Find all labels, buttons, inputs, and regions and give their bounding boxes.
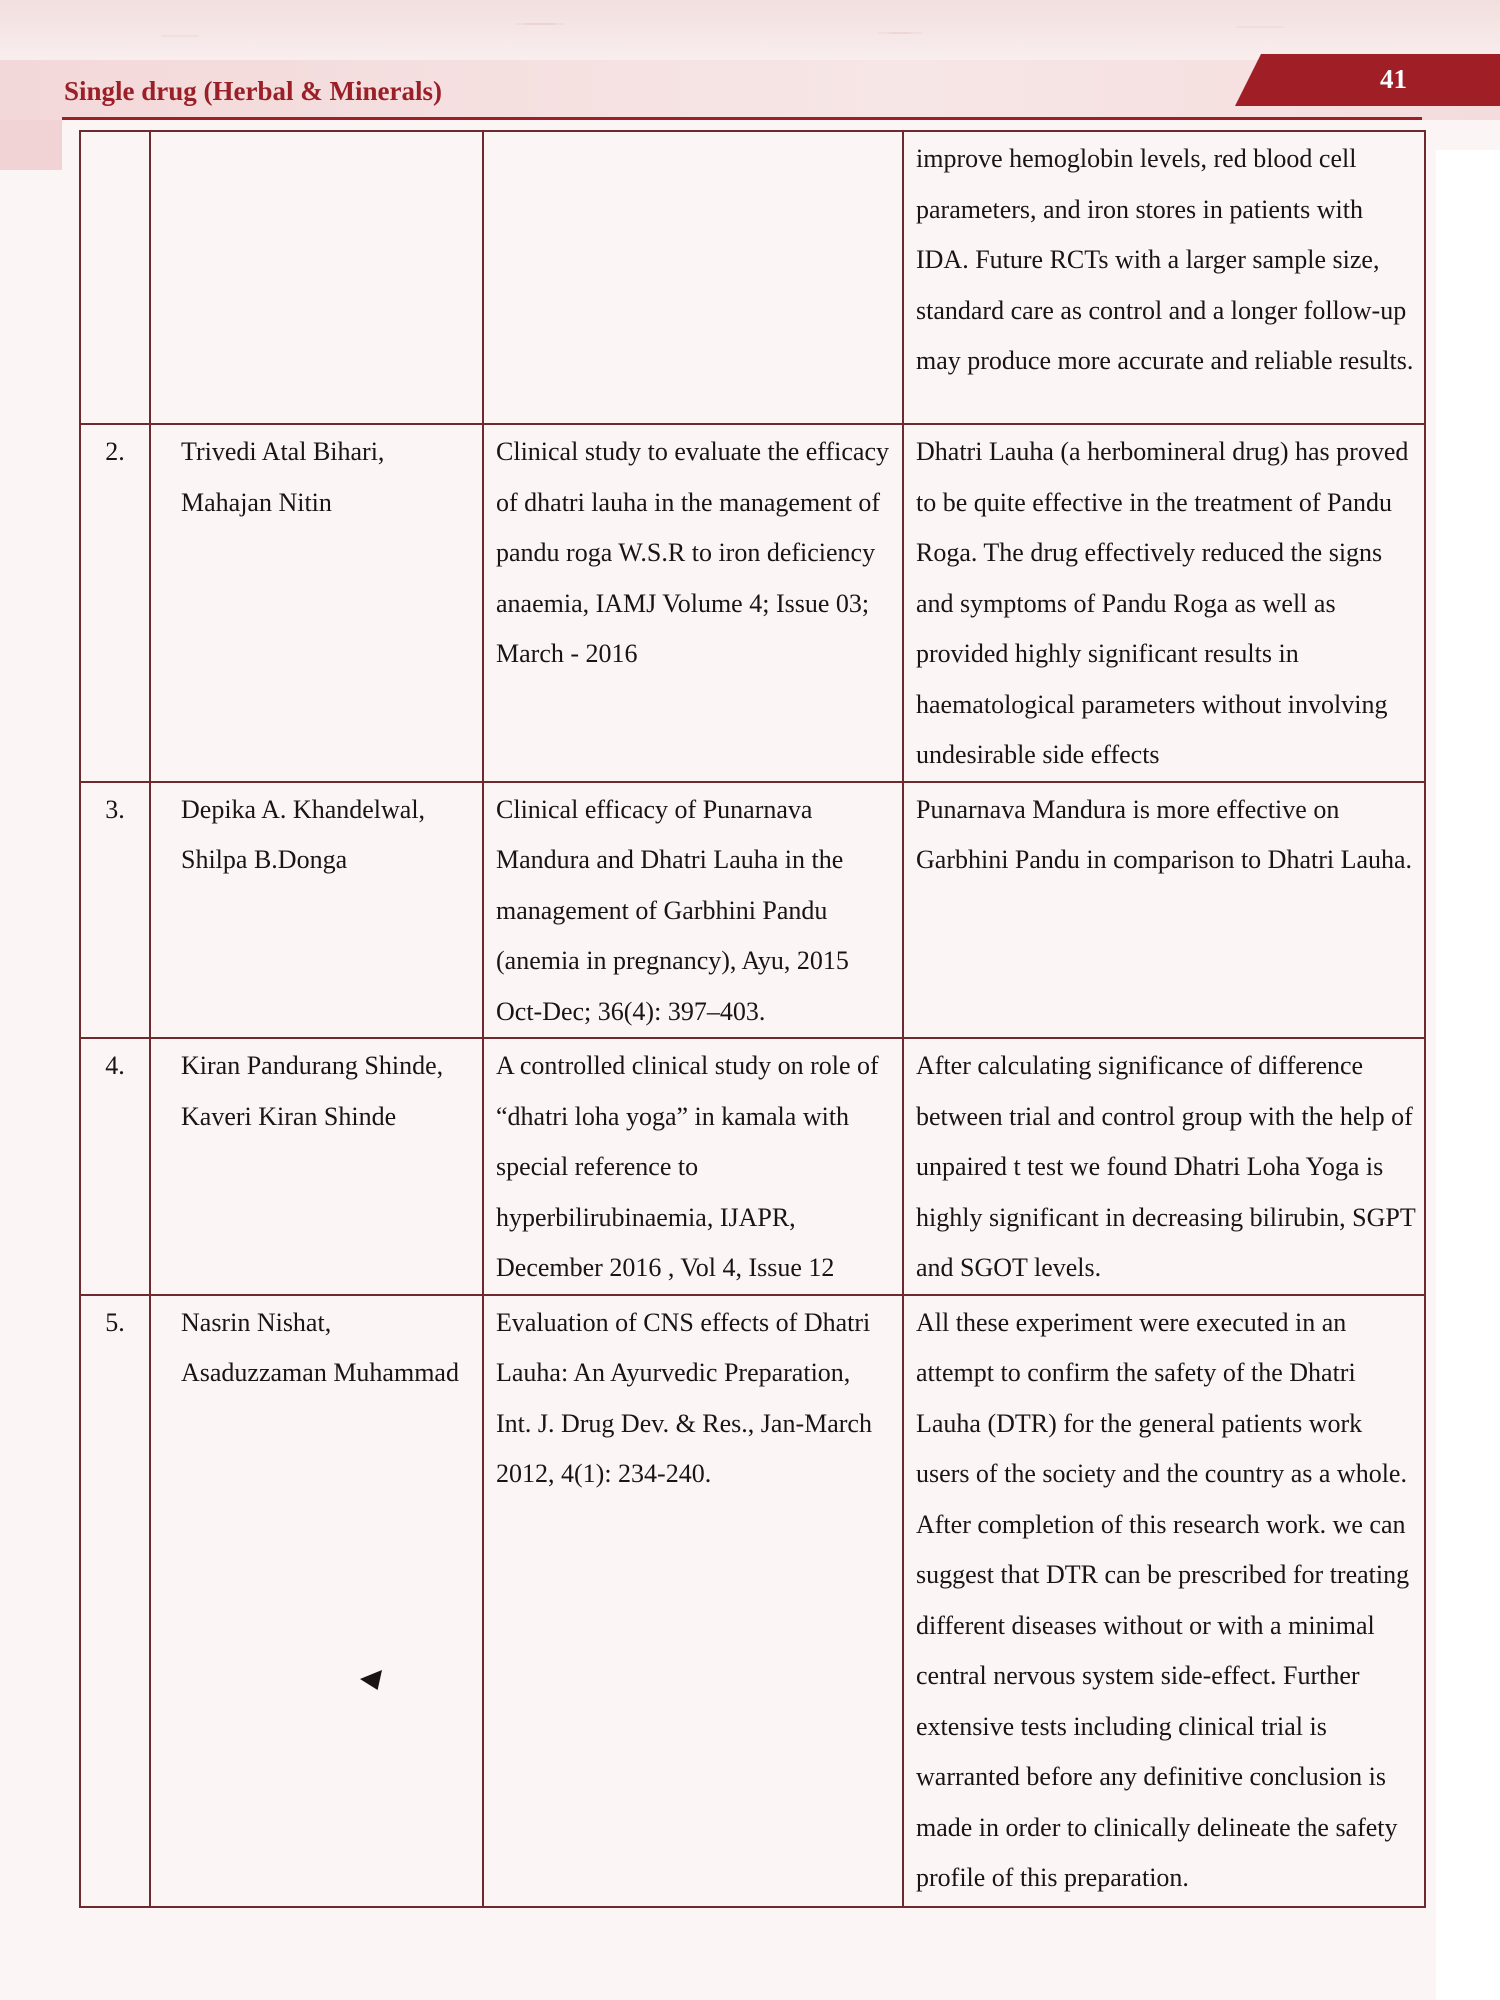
row-findings: After calculating significance of difference between trial and control group with the help of unpaired t test we found Dhatri Loha Yoga is highly significant in decreasing bilirubin, SGPT and SGOT levels. <box>903 1038 1425 1295</box>
row-findings: Punarnava Mandura is more effective on Garbhini Pandu in comparison to Dhatri Lauha. <box>903 782 1425 1039</box>
row-title <box>483 131 903 424</box>
left-margin-strip <box>0 120 62 170</box>
right-paper-edge <box>1436 150 1500 2000</box>
header-rule <box>62 117 1422 120</box>
row-authors: Trivedi Atal Bihari, Mahajan Nitin <box>150 424 483 782</box>
page-number: 41 <box>1380 64 1407 94</box>
row-number: 5. <box>80 1295 150 1907</box>
row-number: 4. <box>80 1038 150 1295</box>
table-row <box>80 131 1425 424</box>
header-ornament <box>0 0 1500 60</box>
page-number-tab <box>1235 54 1500 106</box>
row-title: Clinical study to evaluate the efficacy of dhatri lauha in the management of pandu roga W.S.R to iron deficiency anaemia, IAMJ Volume 4; Issue 03; March - 2016 <box>483 424 903 782</box>
row-authors <box>150 131 483 424</box>
table-row <box>80 1038 1425 1295</box>
table-row <box>80 782 1425 1039</box>
row-findings: improve hemoglobin levels, red blood cell parameters, and iron stores in patients with IDA. Future RCTs with a larger sample size, standard care as control and a longer follow-up may produce more accurate and reliable results. <box>903 131 1425 424</box>
row-title: Clinical efficacy of Punarnava Mandura and Dhatri Lauha in the management of Garbhini Pandu (anemia in pregnancy), Ayu, 2015 Oct-Dec; 36(4): 397–403. <box>483 782 903 1039</box>
row-findings: All these experiment were executed in an attempt to confirm the safety of the Dhatri Lauha (DTR) for the general patients work users of the society and the country as a whole. After completion of this research work. we can suggest that DTR can be prescribed for treating different diseases without or with a minimal central nervous system side-effect. Further extensive tests including clinical trial is warranted before any definitive conclusion is made in order to clinically delineate the safety profile of this preparation. <box>903 1295 1425 1907</box>
research-table <box>79 130 1426 1908</box>
row-title: A controlled clinical study on role of “dhatri loha yoga” in kamala with special reference to hyperbilirubinaemia, IJAPR, December 2016 , Vol 4, Issue 12 <box>483 1038 903 1295</box>
table-row <box>80 1295 1425 1907</box>
row-findings: Dhatri Lauha (a herbomineral drug) has proved to be quite effective in the treatment of Pandu Roga. The drug effectively reduced the signs and symptoms of Pandu Roga as well as provided highly significant results in haematological parameters without involving undesirable side effects <box>903 424 1425 782</box>
row-number: 3. <box>80 782 150 1039</box>
row-number: 2. <box>80 424 150 782</box>
row-number <box>80 131 150 424</box>
table-row <box>80 424 1425 782</box>
row-title: Evaluation of CNS effects of Dhatri Lauha: An Ayurvedic Preparation, Int. J. Drug Dev. & Res., Jan-March 2012, 4(1): 234-240. <box>483 1295 903 1907</box>
row-authors: Depika A. Khandelwal, Shilpa B.Donga <box>150 782 483 1039</box>
running-title: Single drug (Herbal & Minerals) <box>64 76 442 106</box>
row-authors: Kiran Pandurang Shinde, Kaveri Kiran Shinde <box>150 1038 483 1295</box>
row-authors: Nasrin Nishat, Asaduzzaman Muhammad <box>150 1295 483 1907</box>
